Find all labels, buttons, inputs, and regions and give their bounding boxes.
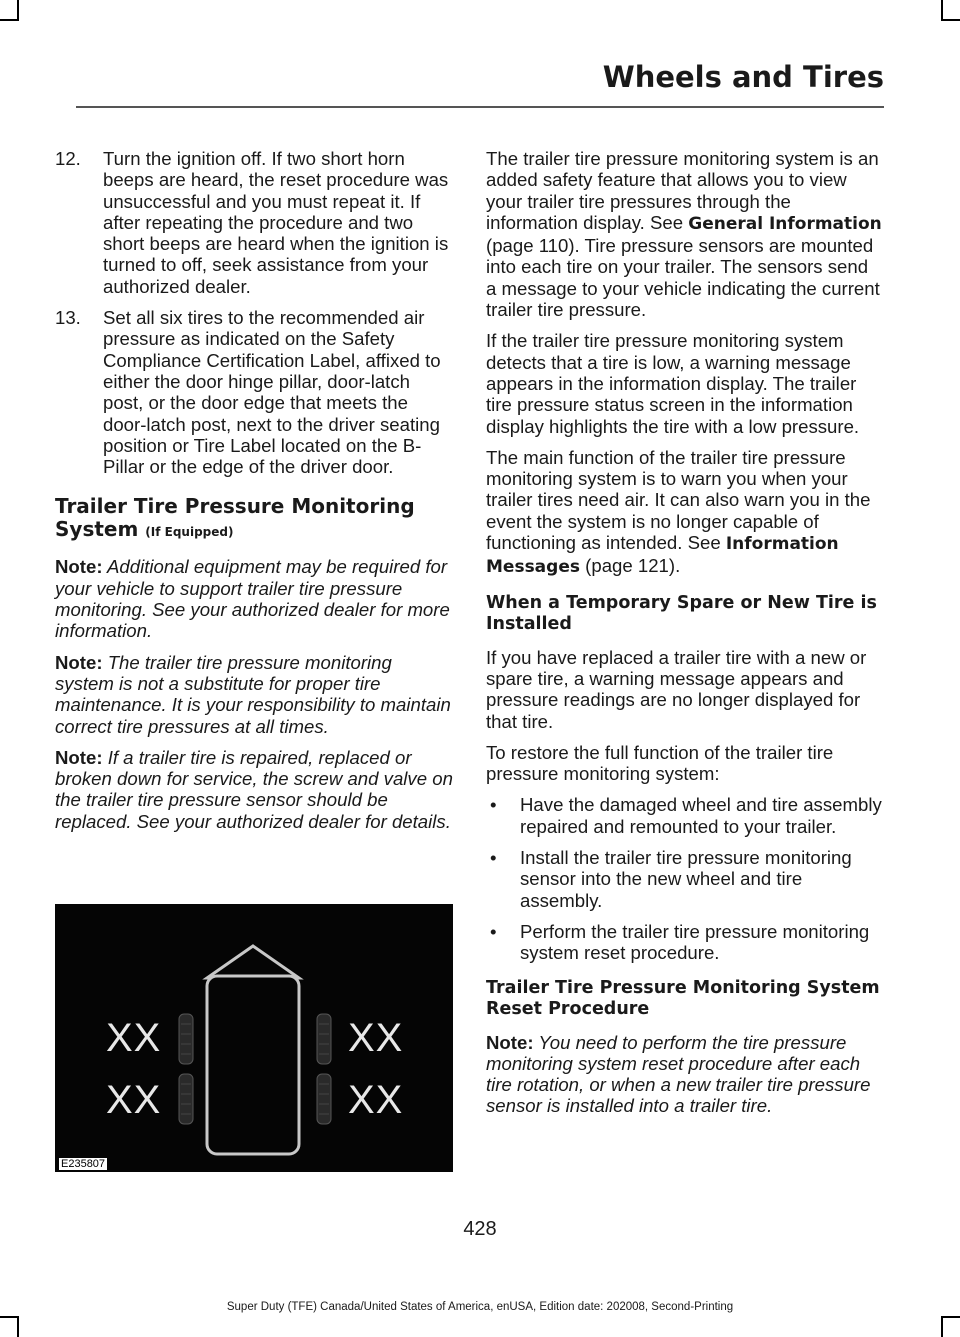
footer-edition: Super Duty (TFE) Canada/United States of America, enUSA, Edition date: 202008, Second-Printing	[226, 1301, 734, 1313]
section-heading	[55, 495, 455, 544]
header-divider	[76, 106, 884, 108]
note	[55, 747, 455, 832]
paragraph: If the trailer tire pressure monitoring system detects that a tire is low, a warning message appears in the information display. The trailer tire pressure status screen in the information display highlights the tire with a low pressure.	[486, 330, 860, 437]
crop-mark	[941, 19, 960, 21]
cross-reference-link[interactable]: Information Messages	[486, 534, 839, 578]
list-item-text: Install the trailer tire pressure monitoring sensor into the new wheel and tire assembly.	[520, 847, 852, 911]
figure-code: E235807	[61, 1158, 106, 1170]
section-heading-text: Trailer Tire Pressure Monitoring System	[55, 494, 415, 542]
tire-reading-rear-right: XX	[348, 1078, 404, 1122]
list-item	[486, 847, 882, 911]
tire-reading-front-left: XX	[106, 1016, 162, 1060]
list-item-text: Have the damaged wheel and tire assembly repaired and remounted to your trailer.	[520, 794, 882, 837]
tire-reading-rear-left: XX	[106, 1078, 162, 1122]
bullet-icon: •	[490, 920, 497, 942]
bullet-icon: •	[490, 794, 497, 816]
page-number: 428	[463, 1218, 497, 1240]
left-column	[55, 148, 455, 842]
trailer-body-shape	[207, 976, 299, 1154]
crop-mark	[0, 19, 19, 21]
right-column	[486, 148, 882, 1127]
step-text: Turn the ignition off. If two short horn beeps are heard, the reset procedure was unsuccessful and you must repeat it. If after repeating the procedure and two short beeps are heard when the ignition is turned to off, seek assistance from your authorized dealer.	[103, 148, 449, 297]
note-label: Note:	[486, 1031, 534, 1053]
step-number: 13.	[55, 307, 81, 329]
tire-reading-front-right: XX	[348, 1016, 404, 1060]
paragraph-text: The main function of the trailer tire pressure monitoring system is to warn you when your trailer tires need air. It can also warn you in the event the system is no longer capable of functioning as intended. See	[486, 446, 871, 554]
crop-mark	[941, 1317, 943, 1337]
crop-mark	[17, 1317, 19, 1337]
paragraph: To restore the full function of the trailer tire pressure monitoring system:	[486, 741, 834, 785]
crop-mark	[941, 0, 943, 20]
tire-shape	[179, 1014, 193, 1064]
crop-mark	[17, 0, 19, 20]
subheading: When a Temporary Spare or New Tire is Installed	[486, 592, 877, 634]
note-text: The trailer tire pressure monitoring system is not a substitute for proper tire maintenance. It is your responsibility to maintain correct tire pressures at all times.	[55, 651, 451, 737]
paragraph-text: The trailer tire pressure monitoring system is an added safety feature that allows you to view your trailer tire pressures through the information display. See	[486, 148, 879, 233]
step-number: 12.	[55, 148, 81, 169]
note	[55, 652, 455, 737]
tire-shape	[317, 1074, 331, 1124]
note	[486, 1032, 882, 1117]
list-item-text: Perform the trailer tire pressure monitoring system reset procedure.	[520, 920, 870, 964]
paragraph-text: (page 121).	[585, 555, 681, 577]
trailer-tire-pressure-figure	[55, 904, 453, 1172]
crop-mark	[941, 1316, 960, 1318]
section-heading-suffix: (If Equipped)	[145, 525, 234, 540]
list-item	[486, 921, 882, 964]
crop-mark	[0, 1316, 19, 1318]
paragraph	[486, 148, 882, 320]
note-label: Note:	[55, 651, 103, 673]
page-title: Wheels and Tires	[602, 60, 884, 94]
note-label: Note:	[55, 556, 103, 578]
note	[55, 556, 455, 641]
cross-reference-link[interactable]: General Information	[688, 213, 882, 234]
paragraph-text: (page 110). Tire pressure sensors are mounted into each tire on your trailer. The sensors send a message to your vehicle indicating the current trailer tire pressure.	[486, 235, 880, 321]
subheading: Trailer Tire Pressure Monitoring System Reset Procedure	[486, 977, 880, 1019]
note-label: Note:	[55, 746, 103, 768]
trailer-tongue-shape	[207, 946, 299, 978]
step-item	[55, 148, 455, 297]
note-text: If a trailer tire is repaired, replaced or broken down for service, the screw and valve on the trailer tire pressure sensor should be replaced. See your authorized dealer for details.	[55, 746, 453, 832]
step-text: Set all six tires to the recommended air pressure as indicated on the Safety Compliance Certification Label, affixed to either the door hinge pillar, door-latch post, or the door edge that meets the door-latch post, next to the driver seating position or Tire Label located on the B-Pillar or the edge of the driver door.	[103, 307, 441, 478]
list-item	[486, 794, 882, 837]
paragraph	[486, 447, 882, 579]
tire-shape	[317, 1014, 331, 1064]
step-item	[55, 307, 455, 477]
tire-shape	[179, 1074, 193, 1124]
note-text: You need to perform the tire pressure monitoring system reset procedure after each tire rotation, or when a new trailer tire pressure sensor is installed into a trailer tire.	[486, 1031, 871, 1117]
bullet-icon: •	[490, 847, 497, 869]
note-text: Additional equipment may be required for your vehicle to support trailer tire pressure monitoring. See your authorized dealer for more information.	[55, 556, 450, 642]
paragraph: If you have replaced a trailer tire with a new or spare tire, a warning message appears and pressure readings are no longer displayed for that tire.	[486, 646, 867, 732]
